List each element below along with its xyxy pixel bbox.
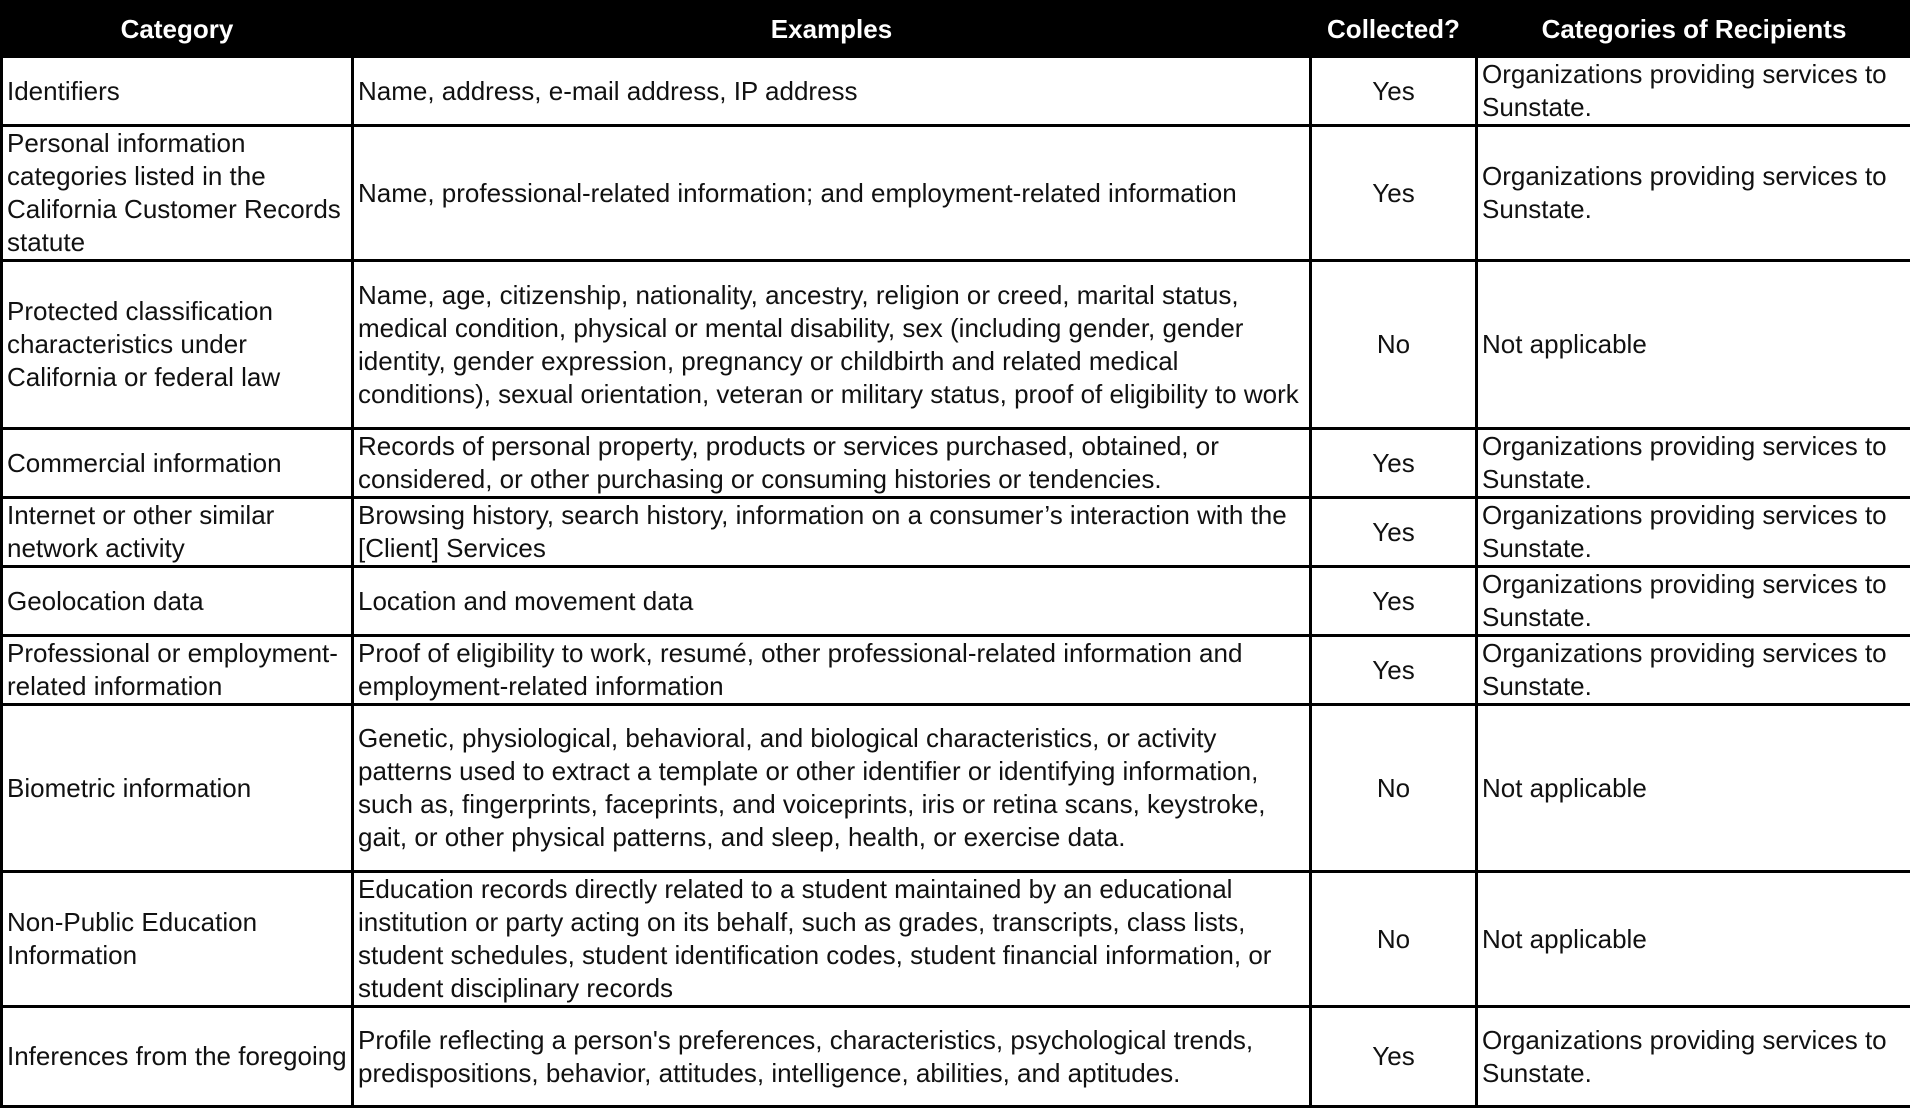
- collected-cell: No: [1311, 705, 1477, 872]
- table-row: [2, 636, 1910, 705]
- table-row: [2, 429, 1910, 498]
- table-row: [2, 126, 1910, 261]
- collected-cell: No: [1311, 261, 1477, 429]
- recipients-cell: Organizations providing services to Sunstate.: [1477, 636, 1910, 705]
- category-cell: Personal information categories listed in the California Customer Records statute: [2, 126, 353, 261]
- collected-cell: Yes: [1311, 57, 1477, 126]
- category-cell: Internet or other similar network activity: [2, 498, 353, 567]
- collected-cell: No: [1311, 872, 1477, 1007]
- table-row: [2, 705, 1910, 872]
- examples-cell: Profile reflecting a person's preferences, characteristics, psychological trends, predispositions, behavior, attitudes, intelligence, abilities, and aptitudes.: [353, 1007, 1311, 1107]
- table-row: [2, 498, 1910, 567]
- examples-cell: Records of personal property, products or services purchased, obtained, or considered, or other purchasing or consuming histories or tendencies.: [353, 429, 1311, 498]
- collected-cell: Yes: [1311, 498, 1477, 567]
- recipients-cell: Organizations providing services to Sunstate.: [1477, 57, 1910, 126]
- examples-cell: Browsing history, search history, information on a consumer’s interaction with the [Client] Services: [353, 498, 1311, 567]
- category-cell: Inferences from the foregoing: [2, 1007, 353, 1107]
- collected-cell: Yes: [1311, 126, 1477, 261]
- examples-cell: Proof of eligibility to work, resumé, other professional-related information and employment-related information: [353, 636, 1311, 705]
- category-cell: Professional or employment-related information: [2, 636, 353, 705]
- recipients-cell: Not applicable: [1477, 705, 1910, 872]
- category-cell: Commercial information: [2, 429, 353, 498]
- recipients-cell: Not applicable: [1477, 261, 1910, 429]
- category-cell: Biometric information: [2, 705, 353, 872]
- examples-cell: Genetic, physiological, behavioral, and biological characteristics, or activity patterns used to extract a template or other identifier or identifying information, such as, fingerprints, faceprints, and voiceprints, iris or retina scans, keystroke, gait, or other physical patterns, and sleep, health, or exercise data.: [353, 705, 1311, 872]
- recipients-cell: Organizations providing services to Sunstate.: [1477, 429, 1910, 498]
- collected-cell: Yes: [1311, 567, 1477, 636]
- header-examples: Examples: [353, 2, 1311, 57]
- recipients-cell: Organizations providing services to Sunstate.: [1477, 567, 1910, 636]
- recipients-cell: Organizations providing services to Sunstate.: [1477, 498, 1910, 567]
- category-cell: Protected classification characteristics under California or federal law: [2, 261, 353, 429]
- examples-cell: Name, professional-related information; and employment-related information: [353, 126, 1311, 261]
- header-collected: Collected?: [1311, 2, 1477, 57]
- examples-cell: Name, age, citizenship, nationality, ancestry, religion or creed, marital status, medical condition, physical or mental disability, sex (including gender, gender identity, gender expression, pregnancy or childbirth and related medical conditions), sexual orientation, veteran or military status, proof of eligibility to work: [353, 261, 1311, 429]
- table-row: [2, 567, 1910, 636]
- category-cell: Non-Public Education Information: [2, 872, 353, 1007]
- collected-cell: Yes: [1311, 429, 1477, 498]
- table-row: [2, 872, 1910, 1007]
- examples-cell: Location and movement data: [353, 567, 1311, 636]
- table-row: [2, 1007, 1910, 1107]
- recipients-cell: Organizations providing services to Sunstate.: [1477, 126, 1910, 261]
- category-cell: Geolocation data: [2, 567, 353, 636]
- recipients-cell: Organizations providing services to Sunstate.: [1477, 1007, 1910, 1107]
- examples-cell: Name, address, e-mail address, IP address: [353, 57, 1311, 126]
- category-cell: Identifiers: [2, 57, 353, 126]
- examples-cell: Education records directly related to a student maintained by an educational institution or party acting on its behalf, such as grades, transcripts, class lists, student schedules, student identification codes, student financial information, or student disciplinary records: [353, 872, 1311, 1007]
- collected-cell: Yes: [1311, 636, 1477, 705]
- recipients-cell: Not applicable: [1477, 872, 1910, 1007]
- header-category: Category: [2, 2, 353, 57]
- table-row: [2, 57, 1910, 126]
- table-header-row: [2, 2, 1910, 57]
- header-recipients: Categories of Recipients: [1477, 2, 1910, 57]
- table-row: [2, 261, 1910, 429]
- collected-cell: Yes: [1311, 1007, 1477, 1107]
